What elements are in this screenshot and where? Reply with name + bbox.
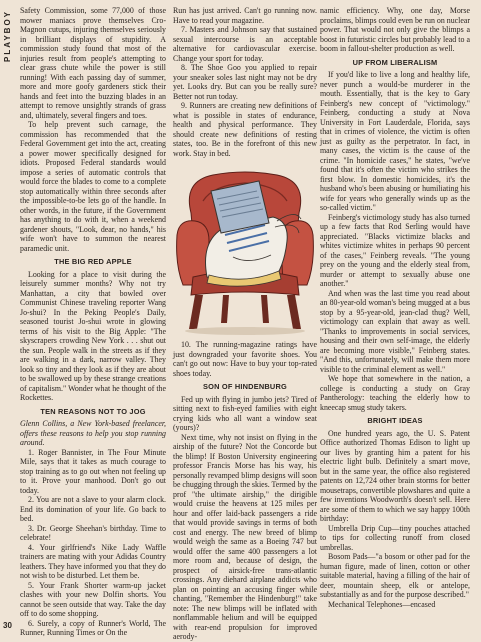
list-item: 4. Your girlfriend's Nike Lady Waffle trainers are mating with your Adidas Country leathers. They have informed you that they do not wish to be disturbed. Let them be. bbox=[20, 542, 166, 580]
paragraph: Fed up with flying in jumbo jets? Tired of sitting next to fish-eyed families with eight crying kids who all want a window seat (yours)? bbox=[173, 394, 317, 432]
paragraph: Umbrella Drip Cup—tiny pouches attached to tips for collecting runoff from closed umbrellas. bbox=[320, 523, 470, 552]
section-heading-ten-reasons: TEN REASONS NOT TO JOG bbox=[40, 406, 146, 416]
list-item: 10. The running-magazine ratings have just downgraded your favorite shoes. You can't go out now: Have to buy your top-rated shoes today. bbox=[173, 340, 317, 378]
list-item: 2. You are not a slave to your alarm clock. End its domination of your life. Go back to bed. bbox=[20, 495, 166, 523]
paragraph: Next time, why not insist on flying in the airship of the future? Not the Concorde but the blimp! If Boston University engineering professor Francis Morse has his way, his personally revamped blimp designs will soon be chugging through the skies. Termed by the prof "the ultimate airship," the dirigible would cruise the heavens at 125 miles per hour and offer laid-back passengers a ride that would provide savings in terms of both cost and energy. The new breed of blimp would weigh the same as a Boeing 747 but would offer the same 400 passengers a lot more room and, because of design, the prospect of airsick-free trans-atlantic crossings. Any diehard airplane addicts who plan on pointing an accusing finger while chanting, "Remember the Hindenburg!" take note: The new blimps will be inflated with nonflammable helium and will be equipped with rear-end propulsion for improved aerody- bbox=[173, 432, 317, 641]
section-heading-son-of-hindenburg: SON OF HINDENBURG bbox=[203, 382, 287, 391]
paragraph: Bosom Pads—"a bosom or other pad for the human figure, made of linen, cotton or other suitable material, having a filling of the hair of deer, mountain sheep, elk or antelope, substantially as and for the purpose described." bbox=[320, 552, 470, 599]
paragraph: If you'd like to live a long and healthy life, never punch a would-be murderer in the mouth. Essentially, that is the key to Gary Feinberg's new concept of "victimology." Feinberg, conducting a study at Nova University in Fort Lauderdale, Florida, says that in crimes of violence, the victim is often just as guilty as the perpetrator. In fact, in many cases, the victim is the cause of the crime. "In homicide cases," he states, "we've found that it's often the victim who strikes the first blow. In domestic homicides, it's the husband who's been abusing or humiliating his wife for years who generally winds up as the so-called victim." bbox=[320, 70, 470, 212]
column-3 bbox=[320, 6, 470, 634]
paragraph: One hundred years ago, the U. S. Patent Office authorized Thomas Edison to light up our lives by granting him a patent for his electric light bulb. Definitely a smart move, but in the same year, the office also registered patents on 12,724 other brain storms for better mousetraps, convertible plowshares and quite a few inventions Woodworth's doesn't sell. Here are some of them to which we say happy 100th birthday: bbox=[320, 428, 470, 523]
paragraph: Safety Commission, some 77,000 of those mower maniacs prove themselves Cro-Magnon cutups, injuring themselves seriously in brilliant displays of stupidity. A commission study found that most of the injuries result from people's attempting to clear grass chute while the power is still running! With each passing day of summer, more and more goofy gardeners stick their hands and feet into the buzzing blades in an attempt to remove unsightly strands of grass and, ultimately, several fingers and toes. bbox=[20, 6, 166, 120]
paragraph: And when was the last time you read about an 80-year-old woman's being mugged at a bus stop by a 95-year-old, jean-clad thug? Well, victimology can explain that away as well. "Thanks to improvements in social services, housing and their own self-image, the elderly are becoming more visible," Feinberg states. "And this, unfortunately, will make them more visible to the criminal element as well." bbox=[320, 288, 470, 374]
paragraph: To help prevent such carnage, the commission has recommended that the Federal Government get into the act, creating a power mower specifically designed for idiots. Proposed Federal standards would impose a series of automatic controls that would force the blades to come to a complete stop automatically within three seconds after the impossible-to-be lets go of the handle. In other words, in the future, if the Government has anything to do with it, when a weekend gardener shouts, "Look, dear, no hands," his wife won't have to summon the nearest paramedic unit. bbox=[20, 120, 166, 253]
paragraph: We hope that somewhere in the nation, a college is conducting a study on Gray Pantherology: teaching the elderly how to kneecap smug study takers. bbox=[320, 374, 470, 412]
section-heading-bright-ideas: BRIGHT IDEAS bbox=[367, 416, 423, 425]
magazine-side-title: PLAYBOY bbox=[3, 10, 12, 62]
paragraph: Looking for a place to visit during the leisurely summer months? Why not try Manhattan, a city that bowled over Communist Chinese traveling reporter Wang Jo-shui? In the Peking People's Daily, seasoned tourist Jo-shui wrote in glowing terms of his visit to the Big Apple: "The skyscrapers crowding New York . . . shut out the sun. People walk in the streets as if they are walking in a dark, narrow valley. They look so tiny and they look as if they are about to be swallowed up by these strange creations of capitalism." Wonder what he thought of the Rockettes. bbox=[20, 269, 166, 402]
list-item: 6. Surely, a copy of Runner's World, The Runner, Running Times or On the bbox=[20, 618, 166, 637]
list-item: 3. Dr. George Sheehan's birthday. Time to celebrate! bbox=[20, 523, 166, 542]
list-item: 5. Your Frank Shorter warm-up jacket clashes with your new Dolfin shorts. You cannot be seen outside that way. Take the day off to do some shopping. bbox=[20, 580, 166, 618]
list-item: 1. Roger Bannister, in The Four Minute Mile, says that it takes as much courage to stop training as to go out when not feeling up to it. Prove your manhood. Don't go out today. bbox=[20, 447, 166, 495]
list-item: Run has just arrived. Can't go running now. Have to read your magazine. bbox=[173, 6, 317, 25]
section-intro: Glenn Collins, a New York-based freelancer, offers these reasons to help you stop running around. bbox=[20, 419, 166, 447]
paragraph: namic efficiency. Why, one day, Morse proclaims, blimps could even be run on nuclear power. That would not only give the blimps a boost in futuristic circles but probably lead to a boom in fallout-shelter production as well. bbox=[320, 6, 470, 53]
page-number: 30 bbox=[3, 621, 12, 630]
column-2 bbox=[173, 6, 317, 641]
list-item: 9. Runners are creating new definitions of what is possible in states of endurance, health and physical performance. They should create new definitions of resting states, too. Be in the forefront of this new work. Stay in bed. bbox=[173, 101, 317, 158]
list-item: 7. Masters and Johnson say that sustained sexual intercourse is an acceptable alternative for cardiovascular exercise. Change your sport for today. bbox=[173, 25, 317, 63]
armchair-sneaker-illustration bbox=[173, 161, 317, 337]
section-heading-big-red-apple: THE BIG RED APPLE bbox=[54, 257, 132, 266]
list-item: 8. The Shoe Goo you applied to repair your sneaker soles last night may not be dry yet. Looks dry. But can you be really sure? Better not run today. bbox=[173, 63, 317, 101]
paragraph: Mechanical Telephones—encased bbox=[328, 599, 436, 609]
illustration-art bbox=[173, 161, 317, 337]
section-heading-up-from-liberalism: UP FROM LIBERALISM bbox=[352, 57, 438, 67]
column-1 bbox=[20, 6, 166, 637]
paragraph: Feinberg's victimology study has also turned up a few facts that Rod Serling would have appreciated. "Blacks victimize blacks and whites victimize whites in perhaps 90 percent of the cases," Feinberg reveals. "The young prey on the young and the elderly steal from, murder or attempt to sexually abuse one another." bbox=[320, 212, 470, 288]
